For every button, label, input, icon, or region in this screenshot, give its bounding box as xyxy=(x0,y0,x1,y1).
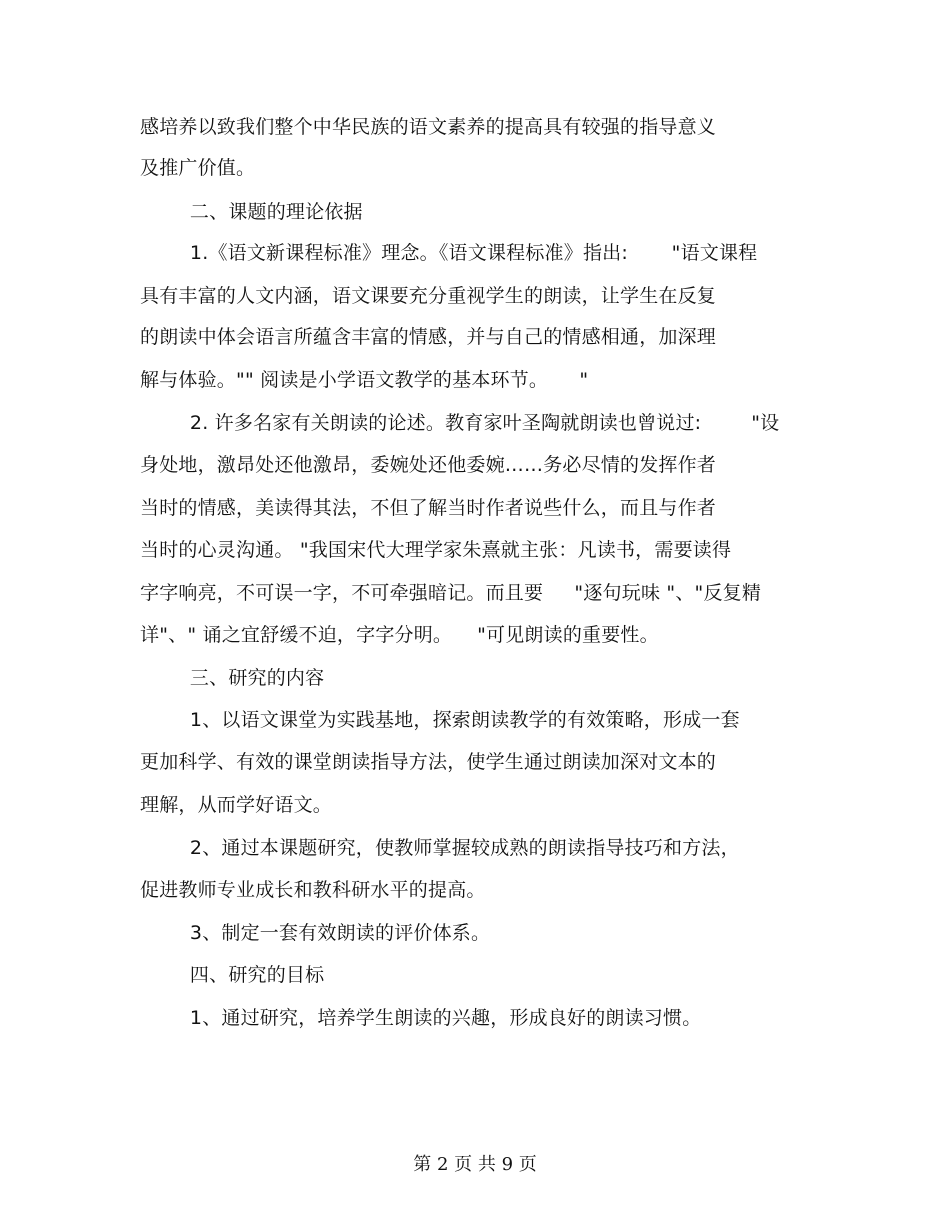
page-number-footer: 第 2 页 共 9 页 xyxy=(413,1154,537,1175)
section-heading: 三、研究的内容 xyxy=(140,667,325,689)
text-line: 促进教师专业成长和教科研水平的提高。 xyxy=(140,879,486,901)
text-line: 理解，从而学好语文。 xyxy=(140,794,333,816)
text-line: 2. 许多名家有关朗读的论述。教育家叶圣陶就朗读也曾说过: "设 xyxy=(140,412,780,434)
text-line: 的朗读中体会语言所蕴含丰富的情感，并与自己的情感相通，加深理 xyxy=(140,326,717,348)
text-line: 及推广价值。 xyxy=(140,157,256,179)
text-line: 具有丰富的人文内涵，语文课要充分重视学生的朗读，让学生在反复 xyxy=(140,285,717,307)
text-line: 2、通过本课题研究，使教师掌握较成熟的朗读指导技巧和方法， xyxy=(140,837,740,859)
text-line: 1、通过研究，培养学生朗读的兴趣，形成良好的朗读习惯。 xyxy=(140,1007,702,1029)
text-line: 1.《语文新课程标准》理念。《语文课程标准》指出: "语文课程 xyxy=(140,242,758,264)
section-heading: 二、课题的理论依据 xyxy=(140,201,363,223)
text-line: 当时的情感，美读得其法，不但了解当时作者说些什么，而且与作者 xyxy=(140,497,717,519)
text-line: 感培养以致我们整个中华民族的语文素养的提高具有较强的指导意义 xyxy=(140,116,717,138)
text-line: 更加科学、有效的课堂朗读指导方法，使学生通过朗读加深对文本的 xyxy=(140,751,717,773)
text-line: 3、制定一套有效朗读的评价体系。 xyxy=(140,922,491,944)
text-line: 详"、" 诵之宜舒缓不迫，字字分明。 "可见朗读的重要性。 xyxy=(140,624,659,646)
text-line: 字字响亮，不可误一字，不可牵强暗记。而且要 "逐句玩味 "、"反复精 xyxy=(140,582,762,604)
section-heading: 四、研究的目标 xyxy=(140,964,325,986)
text-line: 解与体验。"" 阅读是小学语文教学的基本环节。 " xyxy=(140,369,589,391)
text-line: 1、以语文课堂为实践基地，探索朗读教学的有效策略，形成一套 xyxy=(140,709,740,731)
text-line: 当时的心灵沟通。 "我国宋代大理学家朱熹就主张：凡读书，需要读得 xyxy=(140,539,732,561)
text-line: 身处地，激昂处还他激昂，委婉处还他委婉……务必尽情的发挥作者 xyxy=(140,454,717,476)
